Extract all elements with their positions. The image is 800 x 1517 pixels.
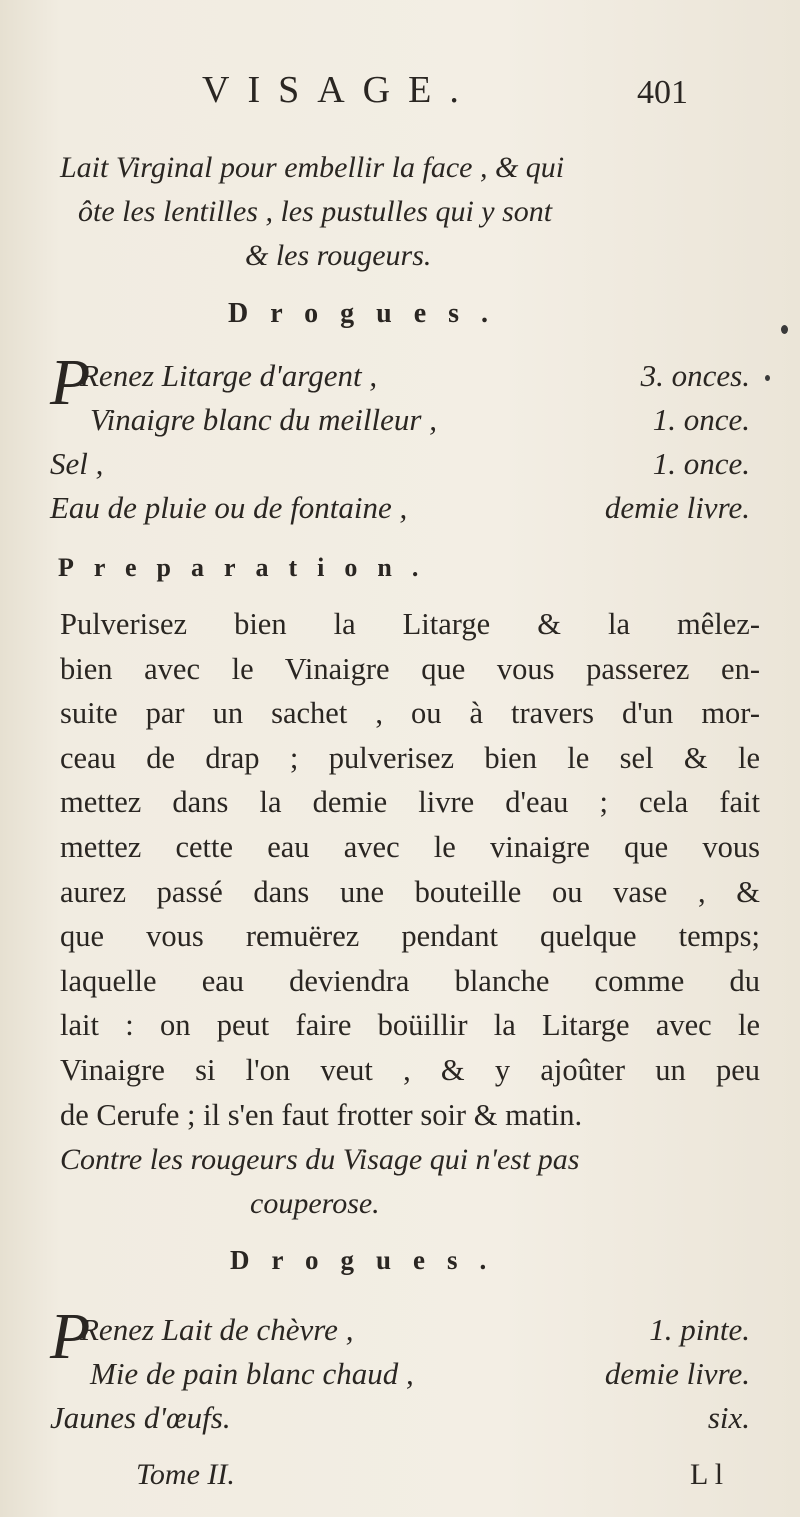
text-line: mettez cette eau avec le vinaigre que vous [60, 829, 760, 864]
recipe-title-2 [60, 1138, 750, 1226]
ingredient-quantity: 1. once. [652, 402, 750, 437]
ingredient-row [40, 446, 780, 490]
running-head: VISAGE. [202, 69, 477, 111]
ingredient-quantity: 1. pinte. [649, 1312, 750, 1347]
title-line: & les rougeurs. [245, 239, 432, 272]
ink-spot [765, 375, 770, 381]
ingredient-row [40, 1356, 780, 1400]
text-line: laquelle eau deviendra blanche comme du [60, 963, 760, 998]
page-number: 401 [637, 74, 688, 111]
ingredient-row [40, 358, 780, 402]
title-line: Lait Virginal pour embellir la face , & qui [60, 151, 565, 184]
drop-initial: P [50, 1300, 91, 1373]
ingredient-name: Renez Lait de chèvre , [80, 1312, 354, 1347]
text-line: mettez dans la demie livre d'eau ; cela fait [60, 785, 760, 820]
ink-spot [781, 325, 788, 334]
drogues-heading-2: Drogues. [230, 1245, 509, 1275]
signature-mark: L l [690, 1458, 724, 1491]
text-line: que vous remuërez pendant quelque temps; [60, 919, 760, 954]
ingredient-name: Mie de pain blanc chaud , [90, 1356, 414, 1391]
text-line: ceau de drap ; pulverisez bien le sel & le [60, 740, 760, 775]
drop-initial: P [50, 346, 91, 419]
title-line: couperose. [250, 1187, 380, 1220]
ingredients-list-2 [40, 1300, 780, 1444]
title-line: Contre les rougeurs du Visage qui n'est pas [60, 1143, 580, 1176]
ingredient-row [40, 490, 780, 534]
text-line: de Cerufe ; il s'en faut frotter soir & matin. [60, 1097, 583, 1132]
ingredient-row [40, 1400, 780, 1444]
text-line: bien avec le Vinaigre que vous passerez en- [60, 651, 760, 686]
ingredient-quantity: 1. once. [652, 446, 750, 481]
ingredient-row [40, 402, 780, 446]
ingredients-list-1 [40, 346, 780, 534]
ingredient-quantity: demie livre. [604, 490, 750, 525]
ingredient-name: Sel , [50, 446, 104, 481]
title-line: ôte les lentilles , les pustulles qui y sont [78, 195, 553, 228]
ingredient-quantity: demie livre. [604, 1356, 750, 1391]
ingredient-name: Eau de pluie ou de fontaine , [50, 490, 408, 525]
ingredient-name: Renez Litarge d'argent , [80, 358, 378, 393]
ingredient-quantity: six. [707, 1400, 750, 1435]
text-line: lait : on peut faire boüillir la Litarge avec le [60, 1008, 760, 1043]
preparation-text [60, 602, 760, 1137]
text-line: Pulverisez bien la Litarge & la mêlez- [60, 607, 760, 641]
ingredient-name: Vinaigre blanc du meilleur , [90, 402, 437, 437]
preparation-heading: Preparation. [58, 553, 439, 582]
page-header [0, 68, 800, 118]
ingredient-row [40, 1312, 780, 1356]
ingredient-quantity: 3. onces. [640, 358, 750, 393]
page-footer [0, 1458, 800, 1508]
volume-label: Tome II. [136, 1458, 235, 1491]
text-line: suite par un sachet , ou à travers d'un mor- [60, 696, 760, 731]
text-line: Vinaigre si l'on veut , & y ajoûter un peu [60, 1052, 760, 1087]
drogues-heading-1: Drogues. [228, 298, 511, 329]
recipe-title-1 [60, 146, 750, 278]
ingredient-name: Jaunes d'œufs. [50, 1400, 231, 1435]
text-line: aurez passé dans une bouteille ou vase , & [60, 874, 760, 909]
